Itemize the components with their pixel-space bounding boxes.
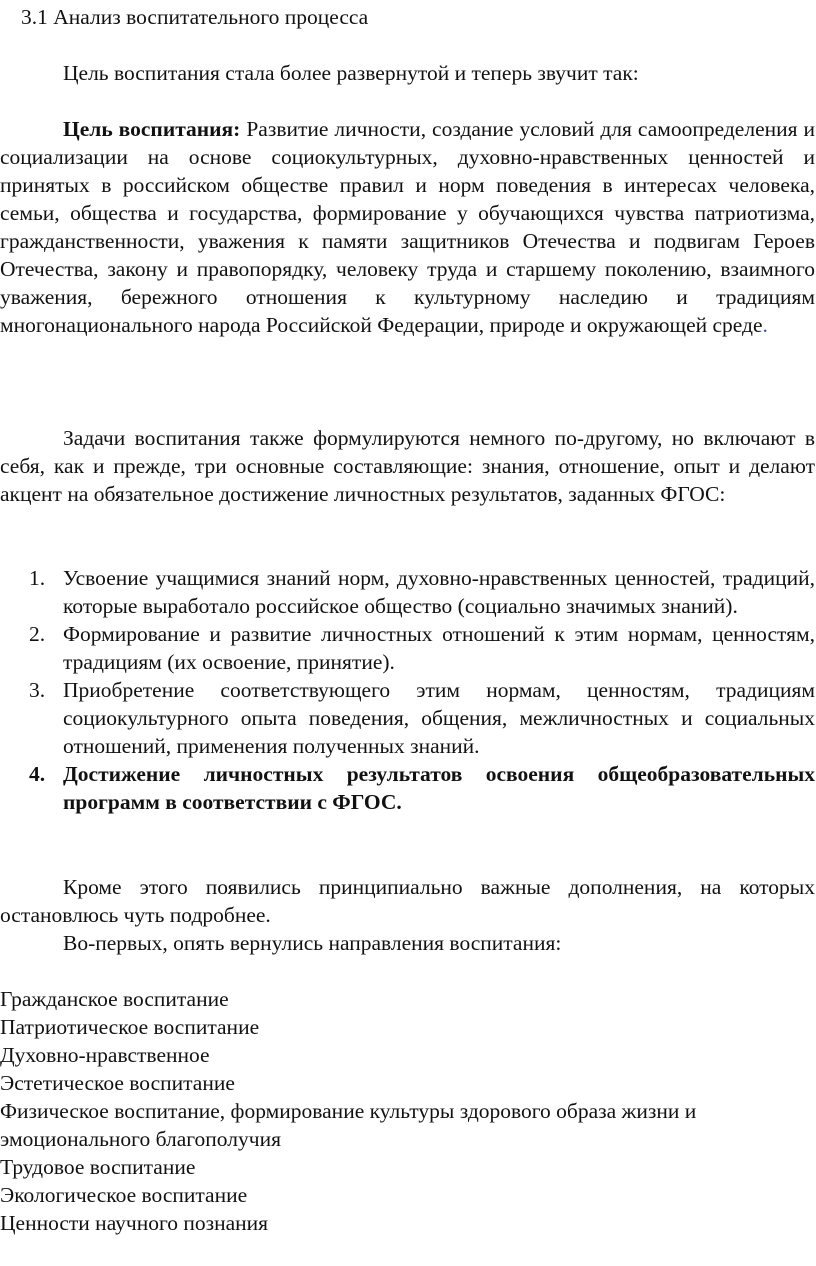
task-number: 1. bbox=[29, 566, 46, 590]
direction-item: Физическое воспитание, формирование культуры здорового образа жизни и эмоционального благополучия bbox=[0, 1099, 697, 1151]
tasks-intro-paragraph: Задачи воспитания также формулируются немного по-другому, но включают в себя, как и прежде, три основные составляющие: знания, отношение, опыт и делают акцент на обязательное достижение личностных результатов, заданных ФГОС: bbox=[0, 426, 815, 506]
task-item-2 bbox=[0, 620, 815, 676]
goal-end-mark: . bbox=[762, 313, 768, 337]
task-number: 3. bbox=[29, 678, 46, 702]
direction-item: Ценности научного познания bbox=[0, 1211, 269, 1235]
goal-paragraph bbox=[0, 115, 815, 339]
directions-list bbox=[0, 985, 815, 1237]
task-text: Приобретение соответствующего этим нормам, ценностям, традициям социокультурного опыта поведения, общения, межличностных и социальных отношений, применения полученных знаний. bbox=[63, 678, 815, 758]
directions-intro: Во-первых, опять вернулись направления воспитания: bbox=[63, 931, 562, 955]
section-heading: 3.1 Анализ воспитательного процесса bbox=[21, 5, 369, 29]
direction-item: Экологическое воспитание bbox=[0, 1183, 248, 1207]
goal-label: Цель воспитания: bbox=[63, 117, 241, 141]
tasks-list bbox=[0, 564, 815, 816]
task-number: 4. bbox=[29, 762, 46, 786]
task-number: 2. bbox=[29, 622, 46, 646]
direction-item: Патриотическое воспитание bbox=[0, 1015, 260, 1039]
task-item-3 bbox=[0, 676, 815, 760]
task-text: Усвоение учащимися знаний норм, духовно-нравственных ценностей, традиций, которые выработало российское общество (социально значимых знаний). bbox=[63, 566, 815, 618]
direction-item: Гражданское воспитание bbox=[0, 987, 229, 1011]
task-item-1 bbox=[0, 564, 815, 620]
additions-paragraph: Кроме этого появились принципиально важные дополнения, на которых остановлюсь чуть подробнее. bbox=[0, 875, 815, 927]
goal-text: Развитие личности, создание условий для самоопределения и социализации на основе социокультурных, духовно-нравственных ценностей и принятых в российском обществе правил и норм поведения в интересах человека, семьи, общества и государства, формирование у обучающихся чувства патриотизма, гражданственности, уважения к памяти защитников Отечества и подвигам Героев Отечества, закону и правопорядку, человеку труда и старшему поколению, взаимного уважения, бережного отношения к культурному наследию и традициям многонационального народа Российской Федерации, природе и окружающей среде bbox=[0, 117, 816, 337]
task-item-4 bbox=[0, 760, 815, 816]
intro-paragraph: Цель воспитания стала более развернутой и теперь звучит так: bbox=[63, 61, 639, 85]
task-text: Формирование и развитие личностных отношений к этим нормам, ценностям, традициям (их освоение, принятие). bbox=[63, 622, 815, 674]
direction-item: Эстетическое воспитание bbox=[0, 1071, 235, 1095]
direction-item: Трудовое воспитание bbox=[0, 1155, 196, 1179]
direction-item: Духовно-нравственное bbox=[0, 1043, 210, 1067]
task-text: Достижение личностных результатов освоения общеобразовательных программ в соответствии с ФГОС. bbox=[63, 762, 815, 814]
